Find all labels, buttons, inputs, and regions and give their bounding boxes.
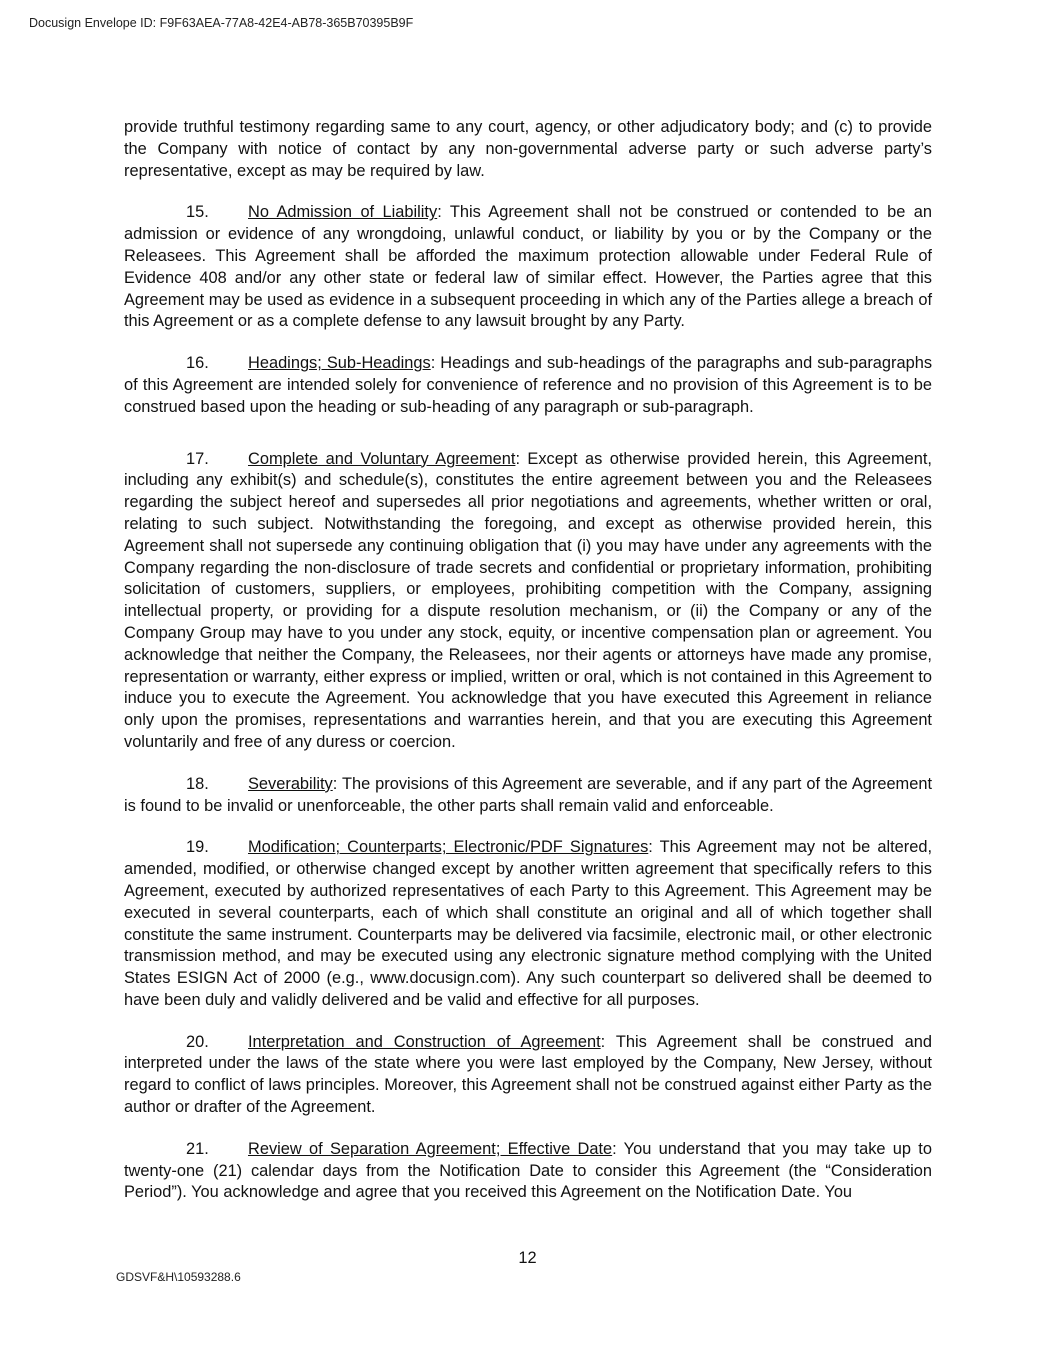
section-number: 15. xyxy=(186,203,209,222)
section-18 xyxy=(124,774,932,818)
section-body: : This Agreement shall be construed and interpreted under the laws of the state where you were last employed by the Company, New Jersey, without regard to conflict of laws principles. Moreover, this Agreement shall not be construed against either Party as the author or drafter of the Agreement. xyxy=(124,1032,932,1117)
envelope-id: Docusign Envelope ID: F9F63AEA-77A8-42E4-AB78-365B70395B9F xyxy=(29,16,414,30)
section-heading: Modification; Counterparts; Electronic/PDF Signatures xyxy=(248,838,649,857)
section-number: 16. xyxy=(186,354,209,373)
section-17 xyxy=(124,449,932,754)
section-heading: Severability xyxy=(248,774,333,793)
section-19 xyxy=(124,837,932,1011)
section-body: : Except as otherwise provided herein, this Agreement, including any exhibit(s) and schedule(s), constitutes the entire agreement between you and the Releasees regarding the subject hereof and supersedes all prior negotiations and agreements, whether written or oral, relating to such subject. Notwithstanding the foregoing, and except as otherwise provided herein, this Agreement shall not supersede any continuing obligation that (i) you may have under any agreements with the Company regarding the non-disclosure of trade secrets and confidential or proprietary information, prohibiting solicitation of customers, suppliers, or employees, prohibiting competition with the Company, assigning intellectual property, or providing for a dispute resolution mechanism, or (ii) the Company or any of the Company Group may have to you under any stock, equity, or incentive compensation plan or agreement. You acknowledge that neither the Company, the Releasees, nor their agents or attorneys have made any promise, representation or warranty, either express or implied, written or oral, which is not contained in this Agreement to induce you to execute the Agreement. You acknowledge that you have executed this Agreement in reliance only upon the promises, representations and warranties herein, and that you are executing this Agreement voluntarily and free of any duress or coercion. xyxy=(124,449,932,751)
section-number: 18. xyxy=(186,774,209,793)
section-body: : Headings and sub-headings of the paragraphs and sub-paragraphs of this Agreement are intended solely for convenience of reference and no provision of this Agreement is to be construed based upon the heading or sub-heading of any paragraph or sub-paragraph. xyxy=(124,354,933,416)
section-16 xyxy=(124,353,932,418)
section-heading: No Admission of Liability xyxy=(248,203,438,222)
section-number: 19. xyxy=(186,838,209,857)
document-id: GDSVF&H\10593288.6 xyxy=(116,1270,241,1284)
section-number: 17. xyxy=(186,449,209,468)
section-number: 20. xyxy=(186,1032,209,1051)
section-heading: Headings; Sub-Headings xyxy=(248,354,431,373)
section-number: 21. xyxy=(186,1139,209,1158)
section-body: : You understand that you may take up to twenty-one (21) calendar days from the Notification Date to consider this Agreement (the “Consideration Period”). You acknowledge and agree that you received this Agreement on the Notification Date. You xyxy=(124,1139,932,1202)
section-heading: Review of Separation Agreement; Effective Date xyxy=(248,1139,613,1158)
section-body: : The provisions of this Agreement are severable, and if any part of the Agreement is found to be invalid or unenforceable, the other parts shall remain valid and enforceable. xyxy=(124,774,932,815)
document-body xyxy=(124,117,932,1204)
section-21 xyxy=(124,1139,932,1204)
section-heading: Interpretation and Construction of Agreement xyxy=(248,1032,601,1051)
section-heading: Complete and Voluntary Agreement xyxy=(248,449,516,468)
section-body: : This Agreement shall not be construed or contended to be an admission or evidence of any wrongdoing, unlawful conduct, or liability by you or by the Company or the Releasees. This Agreement shall be afforded the maximum protection allowable under Federal Rule of Evidence 408 and/or any other state or federal law of similar effect. However, the Parties agree that this Agreement may be used as evidence in a subsequent proceeding in which any of the Parties allege a breach of this Agreement or as a complete defense to any lawsuit brought by any Party. xyxy=(124,203,933,331)
page-number: 12 xyxy=(518,1249,537,1267)
section-15 xyxy=(124,202,932,333)
section-body: : This Agreement may not be altered, amended, modified, or otherwise changed except by another written agreement that specifically refers to this Agreement, executed by authorized representatives of each Party to this Agreement. This Agreement may be executed in several counterparts, each of which shall constitute an original and all of which together shall constitute the same instrument. Counterparts may be delivered via facsimile, electronic mail, or other electronic transmission method, and may be executed using any electronic signature method complying with the United States ESIGN Act of 2000 (e.g., www.docusign.com). Any such counterpart so delivered shall be deemed to have been duly and validly delivered and be valid and effective for all purposes. xyxy=(124,838,933,1009)
section-20 xyxy=(124,1032,932,1119)
intro-paragraph: provide truthful testimony regarding same to any court, agency, or other adjudicatory body; and (c) to provide the Company with notice of contact by any non-governmental adverse party or such adverse party’s representative, except as may be required by law. xyxy=(124,118,932,180)
